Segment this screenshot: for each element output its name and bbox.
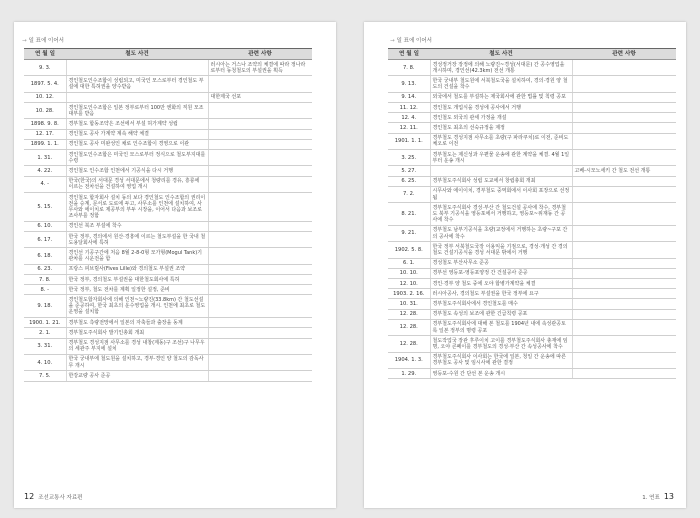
event-cell: 철도작업국 장관 후루이치 고이를 경부철도주식회사 총재에 임명, 오야 콘페이를 경부철도의 경성·부산 간 속성공사에 착수 (430, 336, 572, 352)
date-cell: 4. 22. (24, 166, 66, 176)
table-row (388, 166, 676, 176)
table-row (24, 103, 312, 119)
event-cell: 경부철도주식회사 성립 도교에서 창립총회 개최 (430, 176, 572, 186)
event-cell: 영등포-수원 간 단선 본 운송 개시 (430, 369, 572, 379)
related-cell (572, 76, 676, 92)
date-cell: 4. 10. (24, 354, 66, 370)
related-cell (572, 176, 676, 186)
date-cell: 7. 5. (24, 371, 66, 381)
footer-label: 조선교통사 자료편 (38, 495, 83, 501)
related-cell (208, 176, 312, 192)
event-cell: 경부선 영등포-영등포양정 간 건설공사 준공 (430, 268, 572, 278)
event-cell: 경부철도 경성지점 사무소를 초량(구 파라쿠치)로 이전, 준비도 체오로 이전 (430, 133, 572, 149)
table-row (388, 289, 676, 299)
chronology-table (388, 48, 676, 379)
running-head-text: 일 표에 이어서 (396, 38, 432, 44)
page-footer (24, 492, 82, 501)
date-cell: 10. 31. (388, 299, 430, 309)
date-cell: 1904. 1. 3. (388, 352, 430, 368)
date-cell: 6. 1. (388, 258, 430, 268)
related-cell (208, 248, 312, 264)
date-cell: 8. 21. (388, 203, 430, 226)
table-row (388, 123, 676, 133)
event-cell: 경인철도인수조합은 미국인 모스로부터 정식으로 철도부지대를 수령 (66, 150, 208, 166)
related-cell (208, 103, 312, 119)
event-cell: 한국 궁내부에 철도원을 설치하고, 경부·경인 양 철도의 감독사무 개시 (66, 354, 208, 370)
date-cell: 7. 8. (24, 275, 66, 285)
related-header: 관련 사항 (572, 49, 676, 60)
event-cell: 외국에서 철도를 부설하는 제국회사에 관한 법률 및 칙령 공포 (430, 92, 572, 102)
related-cell (208, 193, 312, 222)
event-cell: 경부철도주식회사에 대해 본 철도를 1904년 내에 속성관공토록 일본 정부의 명령 공포 (430, 319, 572, 335)
related-cell (572, 92, 676, 102)
event-cell: 경부철도 남부기공식을 초량(교정에서 거행하는 초량~구포 간의 공사에 착수 (430, 225, 572, 241)
chronology-table (24, 48, 312, 382)
event-cell: 한국 정부, 경의철도 부설권을 대한철도회사에 특허 (66, 275, 208, 285)
event-cell: 러시아공사, 경의철도 부설권을 한국 정부에 요구 (430, 289, 572, 299)
table-row (24, 166, 312, 176)
event-cell: 한국 정부 서북철도국장 이용익을 기점으로, 경성·개성 간 경의철도 건설기공식을 경성 서대문 밖에서 거행 (430, 242, 572, 258)
date-cell: 11. 12. (388, 103, 430, 113)
event-cell: 경부철도 합동조약은 조선에서 부설 허가계약 성립 (66, 119, 208, 129)
table-row (24, 318, 312, 328)
related-cell (208, 328, 312, 338)
event-cell (430, 166, 572, 176)
related-cell (572, 258, 676, 268)
date-cell: 12. 28. (388, 309, 430, 319)
table-row (388, 76, 676, 92)
date-cell: 6. 23. (24, 264, 66, 274)
table-row (24, 285, 312, 295)
table-row (388, 203, 676, 226)
event-header: 철도 사건 (430, 49, 572, 60)
related-cell (572, 268, 676, 278)
event-cell: 경부철도 속성의 보조에 관한 긴급칙령 공포 (430, 309, 572, 319)
related-cell (572, 186, 676, 202)
date-cell: 6. 10. (24, 221, 66, 231)
table-row (24, 139, 312, 149)
table-row (388, 299, 676, 309)
event-cell (66, 92, 208, 102)
related-cell: 러시아는 거스나 조약의 체결에 따라 정나라로부터 동청철도의 부설권을 획득 (208, 60, 312, 76)
event-cell: 한강교량 공사 준공 (66, 371, 208, 381)
event-cell: 경부철도주식회사 경성·부산 간 철도건설 공사에 착수, 경부철도 북부 기공식을 영등포에서 거행하고, 영등포~위재동 간 공사에 착수 (430, 203, 572, 226)
related-cell (208, 129, 312, 139)
page-footer (642, 492, 674, 501)
event-cell: 경인·경부 양 철도 중에 오야 합병가계약을 체결 (430, 279, 572, 289)
table-row (24, 248, 312, 264)
table-row (24, 275, 312, 285)
related-header: 관련 사항 (208, 49, 312, 60)
page-number: 13 (663, 492, 674, 501)
date-cell: 7. 2. (388, 186, 430, 202)
date-cell: 10. 28. (24, 103, 66, 119)
table-row (388, 279, 676, 289)
table-row (388, 319, 676, 335)
related-cell (208, 295, 312, 318)
date-cell: 6. 17. (24, 232, 66, 248)
table-row (388, 103, 676, 113)
table-row (24, 129, 312, 139)
table-row (24, 371, 312, 381)
table-row (24, 338, 312, 354)
footer-label: 1. 연표 (642, 495, 660, 501)
related-cell (572, 352, 676, 368)
date-cell: 1898. 9. 8. (24, 119, 66, 129)
table-row (388, 186, 676, 202)
table-row (24, 193, 312, 222)
event-cell: 경인선 북조 부설에 착수 (66, 221, 208, 231)
date-cell: 1899. 1. 1. (24, 139, 66, 149)
related-cell (572, 289, 676, 299)
event-cell: 경인철도 개업식을 경성에 공사에서 거행 (430, 103, 572, 113)
related-cell (208, 232, 312, 248)
date-cell: 8. - (24, 285, 66, 295)
related-cell (208, 318, 312, 328)
event-cell: 한국 궁내부 철도원에 서북철도국을 설치하여, 경의·경원 양 철도의 건설을 착수 (430, 76, 572, 92)
table-row (24, 176, 312, 192)
date-cell: 12. 11. (388, 123, 430, 133)
running-head-text: 일 표에 이어서 (28, 38, 64, 44)
event-cell: 경부철도는 제신성과 우편물 운송에 관한 계약을 체결. 4월 1일부터 운송 개시 (430, 150, 572, 166)
related-cell (572, 309, 676, 319)
event-cell (66, 60, 208, 76)
related-cell (572, 133, 676, 149)
event-cell: 경부철도 측량전망에서 일본의 자축들과 출장을 동계 (66, 318, 208, 328)
event-cell: 경부철도주식회사 발기인총회 개최 (66, 328, 208, 338)
right-page (364, 22, 686, 508)
event-cell: 프랑스 피브릴사(Fives Lille)와 경의철도 부설권 조약 (66, 264, 208, 274)
related-cell (572, 150, 676, 166)
related-cell (208, 275, 312, 285)
date-cell: 12. 4. (388, 113, 430, 123)
table-row (388, 225, 676, 241)
date-cell: 12. 28. (388, 319, 430, 335)
date-cell: 9. 14. (388, 92, 430, 102)
event-cell: 한국 정부, 철도 전차를 계획 일정한 설정, 준비 (66, 285, 208, 295)
date-cell: 10. 12. (24, 92, 66, 102)
related-cell (572, 123, 676, 133)
event-cell: 경인철도 인수조합 인천에서 기공식을 다시 거행 (66, 166, 208, 176)
related-cell (572, 319, 676, 335)
event-cell: 경인철도인수조합이 성립되고, 미국인 모스로부터 경인철도 부설에 대한 특허권을 양수받음 (66, 76, 208, 92)
running-head (22, 36, 64, 44)
date-header: 연 월 일 (388, 49, 430, 60)
left-page (14, 22, 336, 508)
event-cell: 경인철도 공사 가계약 계속 해약 체결 (66, 129, 208, 139)
date-cell: 1902. 5. 8. (388, 242, 430, 258)
date-cell: 4. - (24, 176, 66, 192)
event-cell: 경성철도 부산사무소 준공 (430, 258, 572, 268)
table-row (24, 150, 312, 166)
event-cell: 한국(한국)의 서대문 경성 서대문에서 청량리를 경유, 흥릉에 이르는 전차선을 건설하여 영업 개시 (66, 176, 208, 192)
date-cell: 12. 28. (388, 336, 430, 352)
related-cell (208, 166, 312, 176)
date-cell: 5. 15. (24, 193, 66, 222)
related-cell (572, 113, 676, 123)
event-cell: 경부철도주식회사에서 경인철도를 매수 (430, 299, 572, 309)
table-row (24, 119, 312, 129)
related-cell (572, 103, 676, 113)
related-cell (572, 369, 676, 379)
related-cell: 대한제국 선포 (208, 92, 312, 102)
event-cell: 경인철도 최초의 선숙규정을 제정 (430, 123, 572, 133)
related-cell: 고베-시모노세키 간 철도 전선 개통 (572, 166, 676, 176)
table-row (24, 328, 312, 338)
related-cell (208, 285, 312, 295)
table-row (24, 221, 312, 231)
date-cell: 1901. 1. 1. (388, 133, 430, 149)
table-row (24, 92, 312, 102)
event-cell: 경인철도합자회사에 의해 인천~노량진(33.8km) 간 철도선설을 준공하여, 한국 최초의 운수영업을 개시. 인천에 최초로 철도운영을 설치함 (66, 295, 208, 318)
related-cell (572, 299, 676, 309)
page-number: 12 (24, 492, 35, 501)
related-cell (208, 76, 312, 92)
event-cell: 경인철도인수조합은 일본 정부로부터 100만 엔화의 직원 모조 대부를 받음 (66, 103, 208, 119)
date-header: 연 월 일 (24, 49, 66, 60)
related-cell (208, 139, 312, 149)
related-cell (572, 225, 676, 241)
date-cell: 12. 17. (24, 129, 66, 139)
table-header-row (24, 49, 312, 60)
table-row (388, 369, 676, 379)
date-cell: 5. 27. (388, 166, 430, 176)
related-cell (572, 336, 676, 352)
table-row (24, 264, 312, 274)
related-cell (572, 242, 676, 258)
arrow-icon: → (22, 38, 27, 44)
table-header-row (388, 49, 676, 60)
related-cell (572, 60, 676, 76)
date-cell: 2. 1. (24, 328, 66, 338)
related-cell (208, 150, 312, 166)
table-row (24, 295, 312, 318)
related-cell (208, 119, 312, 129)
date-cell: 1. 31. (24, 150, 66, 166)
table-row (388, 268, 676, 278)
table-row (388, 176, 676, 186)
date-cell: 1903. 2. 16. (388, 289, 430, 299)
date-cell: 3. 25. (388, 150, 430, 166)
event-cell: 경인철도 합자회사 설치 동의 보다 경인철도 인수조합의 권리이전을 승계, 문서로 도로에 두고, 사무소를 인천에 설치하여, 사무사와 에이치로 제공부의 부두 시장을, 이어서 다음과 보조로 조사부를 정함 (66, 193, 208, 222)
table-row (388, 309, 676, 319)
date-cell: 1900. 1. 21. (24, 318, 66, 328)
event-cell: 경성정거장 장정에 의해 노량진~경성(서대문) 간 공수영업을 개시하며, 경인선(42.3km) 전선 개통 (430, 60, 572, 76)
date-cell: 7. 8. (388, 60, 430, 76)
date-cell: 1897. 5. 4. (24, 76, 66, 92)
event-cell: 경인철도 공사 미완성인 채로 인수조합이 경영으로 이관 (66, 139, 208, 149)
table-row (24, 232, 312, 248)
table-row (388, 352, 676, 368)
related-cell (572, 203, 676, 226)
related-cell (208, 338, 312, 354)
table-row (388, 133, 676, 149)
running-head (390, 36, 432, 44)
date-cell: 9. 21. (388, 225, 430, 241)
table-row (24, 60, 312, 76)
event-cell: 경인선 기공구간에 처음 8월 2-8-0형 모가형(Mogul Tank)기관차를 시운전을 함 (66, 248, 208, 264)
related-cell (208, 354, 312, 370)
event-cell: 한국 정부, 경의에서 원산·경흥에 이르는 철도부설을 한 국내 철도용달회사에 특허 (66, 232, 208, 248)
related-cell (572, 279, 676, 289)
table-row (24, 354, 312, 370)
table-row (388, 150, 676, 166)
date-cell: 9. 18. (24, 295, 66, 318)
date-cell: 6. 25. (388, 176, 430, 186)
arrow-icon: → (390, 38, 395, 44)
table-row (388, 113, 676, 123)
date-cell: 12. 10. (388, 279, 430, 289)
date-cell: 9. 13. (388, 76, 430, 92)
table-row (388, 242, 676, 258)
date-cell: 1. 29. (388, 369, 430, 379)
event-cell: 경인철도 외국의 관세 가정을 개설 (430, 113, 572, 123)
date-cell: 9. 3. (24, 60, 66, 76)
event-cell: 시무사와 에이이치, 경부철도 중역회에서 이사회 포장으로 선정됨 (430, 186, 572, 202)
event-header: 철도 사건 (66, 49, 208, 60)
related-cell (208, 264, 312, 274)
date-cell: 6. 18. (24, 248, 66, 264)
table-row (24, 76, 312, 92)
table-row (388, 92, 676, 102)
table-row (388, 336, 676, 352)
related-cell (208, 221, 312, 231)
event-cell: 경부철도 경성지점 사무소를 경성 내창(계동)구 조선)구 나무우의 세관주 부지에 설치 (66, 338, 208, 354)
table-row (388, 258, 676, 268)
date-cell: 10. 10. (388, 268, 430, 278)
related-cell (208, 371, 312, 381)
table-row (388, 60, 676, 76)
date-cell: 3. 31. (24, 338, 66, 354)
event-cell: 경부철도주식회사 이사회는 한국에 일본, 청일 간 운송에 따른 경부철도 공사 및 임시사에 관한 결정 (430, 352, 572, 368)
